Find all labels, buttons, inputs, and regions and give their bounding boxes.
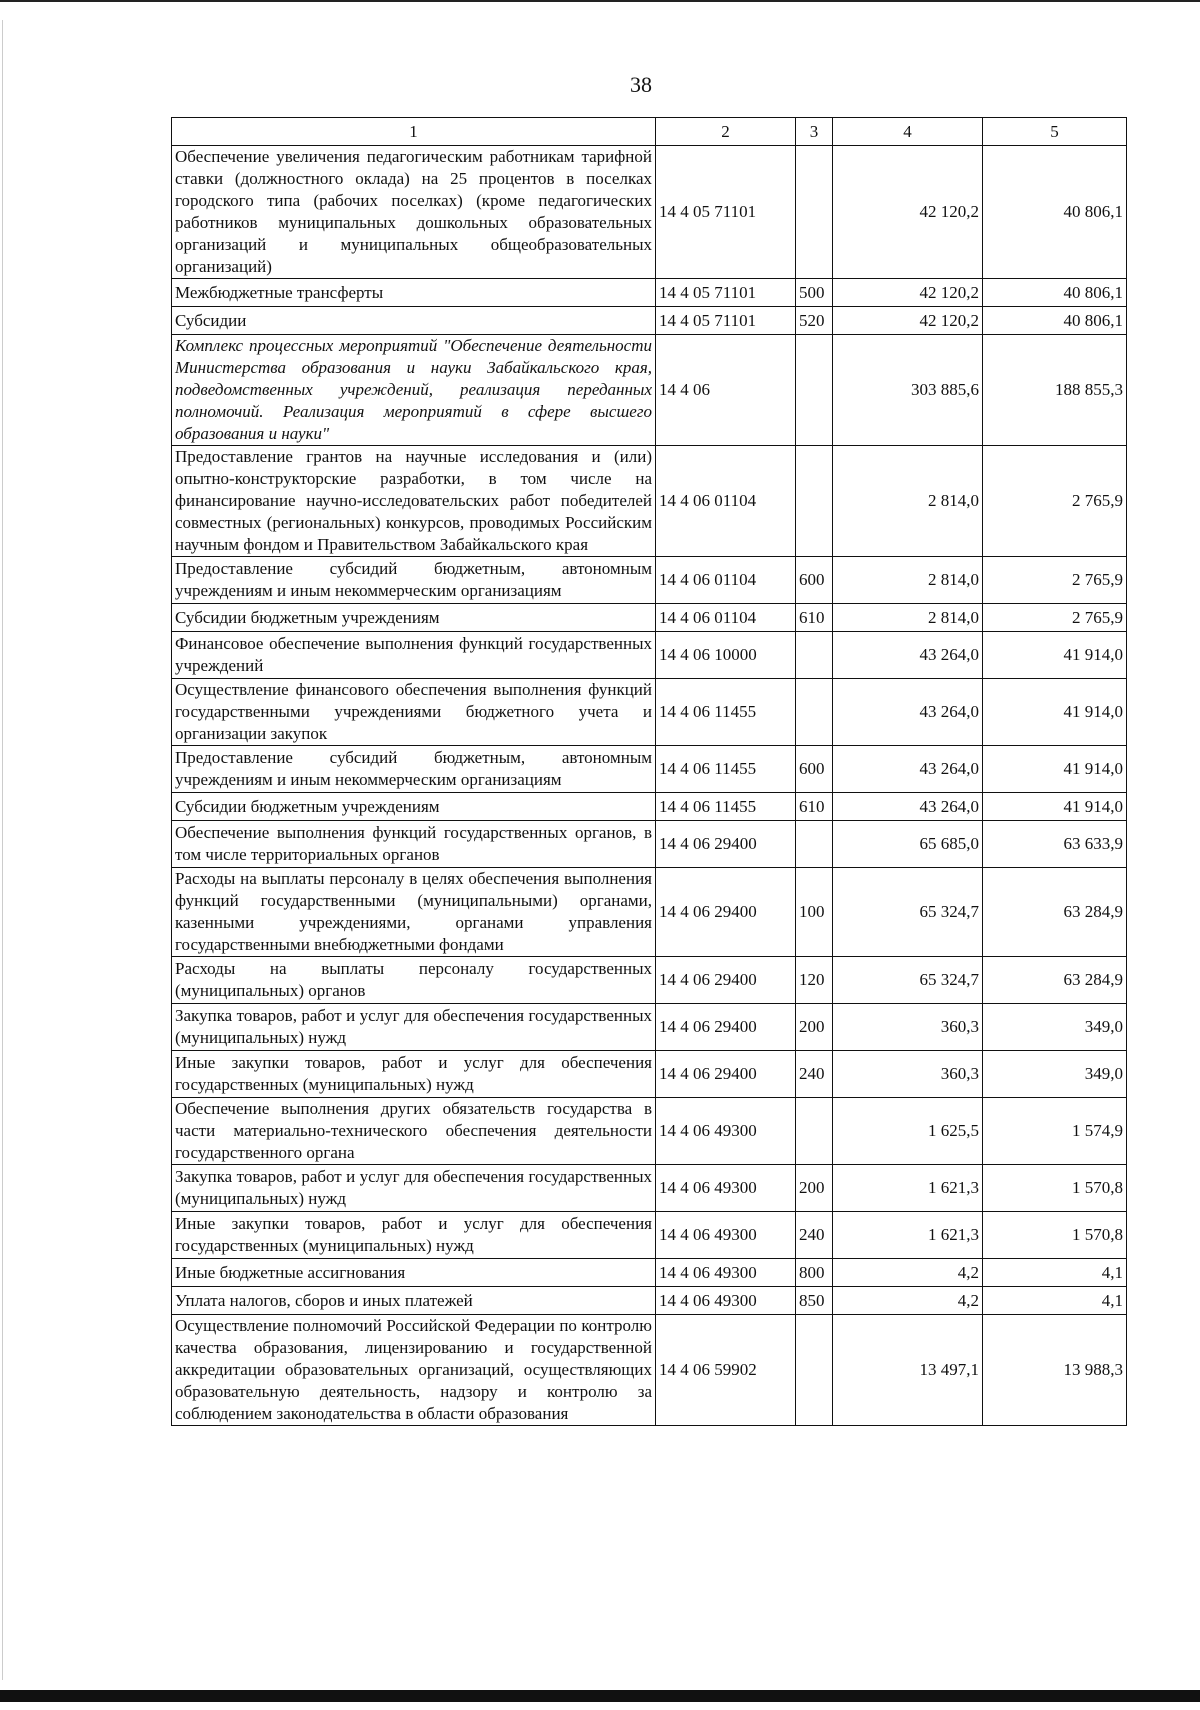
row-sum-year-2: 63 633,9 bbox=[983, 821, 1127, 868]
row-name: Закупка товаров, работ и услуг для обеспечения государственных (муниципальных) нужд bbox=[172, 1165, 656, 1212]
row-code: 14 4 06 49300 bbox=[656, 1212, 796, 1259]
row-expense-type bbox=[796, 821, 833, 868]
row-sum-year-2: 349,0 bbox=[983, 1051, 1127, 1098]
table-row bbox=[172, 793, 1127, 821]
row-sum-year-1: 2 814,0 bbox=[833, 557, 983, 604]
row-code: 14 4 06 01104 bbox=[656, 604, 796, 632]
table-row bbox=[172, 279, 1127, 307]
row-code: 14 4 06 29400 bbox=[656, 957, 796, 1004]
row-expense-type: 800 bbox=[796, 1259, 833, 1287]
table-row bbox=[172, 1051, 1127, 1098]
row-expense-type: 520 bbox=[796, 307, 833, 335]
row-name: Обеспечение выполнения функций государственных органов, в том числе территориальных органов bbox=[172, 821, 656, 868]
row-sum-year-1: 42 120,2 bbox=[833, 146, 983, 279]
page-number: 38 bbox=[630, 72, 652, 97]
header-col-3: 3 bbox=[796, 118, 833, 146]
row-code: 14 4 06 01104 bbox=[656, 557, 796, 604]
row-code: 14 4 06 29400 bbox=[656, 1004, 796, 1051]
row-code: 14 4 06 01104 bbox=[656, 446, 796, 557]
row-name: Осуществление финансового обеспечения выполнения функций государственными учреждениями бюджетного учета и организации закупок bbox=[172, 679, 656, 746]
row-sum-year-1: 1 621,3 bbox=[833, 1165, 983, 1212]
row-sum-year-2: 2 765,9 bbox=[983, 446, 1127, 557]
row-name: Предоставление грантов на научные исследования и (или) опытно-конструкторские разработки, в том числе на финансирование научно-исследовательских работ победителей совместных (региональных) конкурсов, проводимых Российским научным фондом и Правительством Забайкальского края bbox=[172, 446, 656, 557]
row-sum-year-1: 65 324,7 bbox=[833, 957, 983, 1004]
row-sum-year-2: 40 806,1 bbox=[983, 307, 1127, 335]
row-code: 14 4 06 29400 bbox=[656, 868, 796, 957]
row-expense-type bbox=[796, 1315, 833, 1426]
row-code: 14 4 06 11455 bbox=[656, 679, 796, 746]
header-col-4: 4 bbox=[833, 118, 983, 146]
row-expense-type: 610 bbox=[796, 793, 833, 821]
table-row bbox=[172, 1259, 1127, 1287]
page-border-bottom bbox=[0, 1690, 1200, 1702]
row-sum-year-1: 1 625,5 bbox=[833, 1098, 983, 1165]
table-row bbox=[172, 746, 1127, 793]
table-row bbox=[172, 1165, 1127, 1212]
header-col-2: 2 bbox=[656, 118, 796, 146]
row-sum-year-2: 1 574,9 bbox=[983, 1098, 1127, 1165]
row-sum-year-1: 65 685,0 bbox=[833, 821, 983, 868]
row-sum-year-2: 41 914,0 bbox=[983, 679, 1127, 746]
row-name: Субсидии бюджетным учреждениям bbox=[172, 793, 656, 821]
row-sum-year-1: 65 324,7 bbox=[833, 868, 983, 957]
row-name: Обеспечение выполнения других обязательств государства в части материально-технического обеспечения деятельности государственного органа bbox=[172, 1098, 656, 1165]
row-name: Комплекс процессных мероприятий "Обеспечение деятельности Министерства образования и науки Забайкальского края, подведомственных учреждений, реализация переданных полномочий. Реализация мероприятий в сфере высшего образования и науки" bbox=[172, 335, 656, 446]
table-row bbox=[172, 335, 1127, 446]
row-name: Финансовое обеспечение выполнения функций государственных учреждений bbox=[172, 632, 656, 679]
row-expense-type: 500 bbox=[796, 279, 833, 307]
row-sum-year-2: 188 855,3 bbox=[983, 335, 1127, 446]
row-sum-year-1: 360,3 bbox=[833, 1051, 983, 1098]
row-name: Расходы на выплаты персоналу государственных (муниципальных) органов bbox=[172, 957, 656, 1004]
row-sum-year-1: 43 264,0 bbox=[833, 632, 983, 679]
row-expense-type bbox=[796, 679, 833, 746]
row-name: Осуществление полномочий Российской Федерации по контролю качества образования, лицензированию и государственной аккредитации образовательных организаций, осуществляющих образовательную деятельность, надзору и контролю за соблюдением законодательства в области образования bbox=[172, 1315, 656, 1426]
row-expense-type: 600 bbox=[796, 557, 833, 604]
row-name: Субсидии bbox=[172, 307, 656, 335]
row-name: Обеспечение увеличения педагогическим работникам тарифной ставки (должностного оклада) на 25 процентов в поселках городского типа (рабочих поселках) (кроме педагогических работников муниципальных дошкольных образовательных организаций и муниципальных общеобразовательных организаций) bbox=[172, 146, 656, 279]
row-sum-year-1: 4,2 bbox=[833, 1287, 983, 1315]
row-sum-year-1: 42 120,2 bbox=[833, 279, 983, 307]
row-sum-year-1: 43 264,0 bbox=[833, 793, 983, 821]
table-row bbox=[172, 307, 1127, 335]
row-name: Предоставление субсидий бюджетным, автономным учреждениям и иным некоммерческим организациям bbox=[172, 746, 656, 793]
row-sum-year-1: 43 264,0 bbox=[833, 679, 983, 746]
row-sum-year-1: 13 497,1 bbox=[833, 1315, 983, 1426]
header-col-5: 5 bbox=[983, 118, 1127, 146]
table-row bbox=[172, 604, 1127, 632]
row-sum-year-1: 360,3 bbox=[833, 1004, 983, 1051]
row-expense-type: 850 bbox=[796, 1287, 833, 1315]
row-name: Иные закупки товаров, работ и услуг для обеспечения государственных (муниципальных) нужд bbox=[172, 1212, 656, 1259]
row-sum-year-2: 13 988,3 bbox=[983, 1315, 1127, 1426]
row-sum-year-1: 2 814,0 bbox=[833, 604, 983, 632]
row-code: 14 4 06 bbox=[656, 335, 796, 446]
row-sum-year-2: 2 765,9 bbox=[983, 604, 1127, 632]
header-col-1: 1 bbox=[172, 118, 656, 146]
table-row bbox=[172, 1212, 1127, 1259]
row-code: 14 4 05 71101 bbox=[656, 279, 796, 307]
row-name: Предоставление субсидий бюджетным, автономным учреждениям и иным некоммерческим организациям bbox=[172, 557, 656, 604]
row-sum-year-2: 63 284,9 bbox=[983, 868, 1127, 957]
row-sum-year-2: 41 914,0 bbox=[983, 793, 1127, 821]
row-sum-year-2: 40 806,1 bbox=[983, 279, 1127, 307]
table-row bbox=[172, 146, 1127, 279]
row-sum-year-2: 349,0 bbox=[983, 1004, 1127, 1051]
page-border-top bbox=[0, 0, 1200, 2]
row-sum-year-2: 1 570,8 bbox=[983, 1212, 1127, 1259]
row-code: 14 4 05 71101 bbox=[656, 146, 796, 279]
row-code: 14 4 06 29400 bbox=[656, 821, 796, 868]
budget-table bbox=[171, 117, 1127, 1426]
row-sum-year-2: 40 806,1 bbox=[983, 146, 1127, 279]
row-expense-type: 200 bbox=[796, 1004, 833, 1051]
row-expense-type: 610 bbox=[796, 604, 833, 632]
row-sum-year-2: 63 284,9 bbox=[983, 957, 1127, 1004]
row-code: 14 4 06 29400 bbox=[656, 1051, 796, 1098]
row-sum-year-2: 1 570,8 bbox=[983, 1165, 1127, 1212]
row-sum-year-1: 1 621,3 bbox=[833, 1212, 983, 1259]
table-header-row bbox=[172, 118, 1127, 146]
table-row bbox=[172, 1315, 1127, 1426]
row-sum-year-2: 2 765,9 bbox=[983, 557, 1127, 604]
row-name: Субсидии бюджетным учреждениям bbox=[172, 604, 656, 632]
table-row bbox=[172, 821, 1127, 868]
table-row bbox=[172, 957, 1127, 1004]
table-row bbox=[172, 1004, 1127, 1051]
row-expense-type bbox=[796, 632, 833, 679]
table-row bbox=[172, 1287, 1127, 1315]
row-name: Расходы на выплаты персоналу в целях обеспечения выполнения функций государственными (муниципальными) органами, казенными учреждениями, органами управления государственными внебюджетными фондами bbox=[172, 868, 656, 957]
row-code: 14 4 06 11455 bbox=[656, 793, 796, 821]
row-sum-year-1: 42 120,2 bbox=[833, 307, 983, 335]
row-expense-type: 600 bbox=[796, 746, 833, 793]
row-code: 14 4 06 10000 bbox=[656, 632, 796, 679]
row-expense-type: 120 bbox=[796, 957, 833, 1004]
row-code: 14 4 06 49300 bbox=[656, 1165, 796, 1212]
row-code: 14 4 05 71101 bbox=[656, 307, 796, 335]
row-sum-year-2: 4,1 bbox=[983, 1287, 1127, 1315]
row-name: Иные бюджетные ассигнования bbox=[172, 1259, 656, 1287]
table-row bbox=[172, 679, 1127, 746]
table-row bbox=[172, 1098, 1127, 1165]
table-row bbox=[172, 557, 1127, 604]
row-name: Закупка товаров, работ и услуг для обеспечения государственных (муниципальных) нужд bbox=[172, 1004, 656, 1051]
row-name: Уплата налогов, сборов и иных платежей bbox=[172, 1287, 656, 1315]
row-expense-type: 100 bbox=[796, 868, 833, 957]
row-expense-type: 240 bbox=[796, 1212, 833, 1259]
row-sum-year-2: 41 914,0 bbox=[983, 746, 1127, 793]
row-code: 14 4 06 49300 bbox=[656, 1287, 796, 1315]
row-code: 14 4 06 11455 bbox=[656, 746, 796, 793]
scan-edge-left bbox=[2, 20, 3, 1680]
row-name: Межбюджетные трансферты bbox=[172, 279, 656, 307]
row-expense-type: 200 bbox=[796, 1165, 833, 1212]
row-expense-type bbox=[796, 146, 833, 279]
table-row bbox=[172, 632, 1127, 679]
row-expense-type bbox=[796, 1098, 833, 1165]
row-code: 14 4 06 49300 bbox=[656, 1259, 796, 1287]
row-name: Иные закупки товаров, работ и услуг для обеспечения государственных (муниципальных) нужд bbox=[172, 1051, 656, 1098]
table-row bbox=[172, 868, 1127, 957]
row-expense-type: 240 bbox=[796, 1051, 833, 1098]
row-sum-year-2: 41 914,0 bbox=[983, 632, 1127, 679]
row-sum-year-1: 2 814,0 bbox=[833, 446, 983, 557]
row-sum-year-1: 4,2 bbox=[833, 1259, 983, 1287]
row-sum-year-1: 43 264,0 bbox=[833, 746, 983, 793]
row-sum-year-1: 303 885,6 bbox=[833, 335, 983, 446]
row-code: 14 4 06 59902 bbox=[656, 1315, 796, 1426]
row-sum-year-2: 4,1 bbox=[983, 1259, 1127, 1287]
table-row bbox=[172, 446, 1127, 557]
row-code: 14 4 06 49300 bbox=[656, 1098, 796, 1165]
row-expense-type bbox=[796, 335, 833, 446]
row-expense-type bbox=[796, 446, 833, 557]
